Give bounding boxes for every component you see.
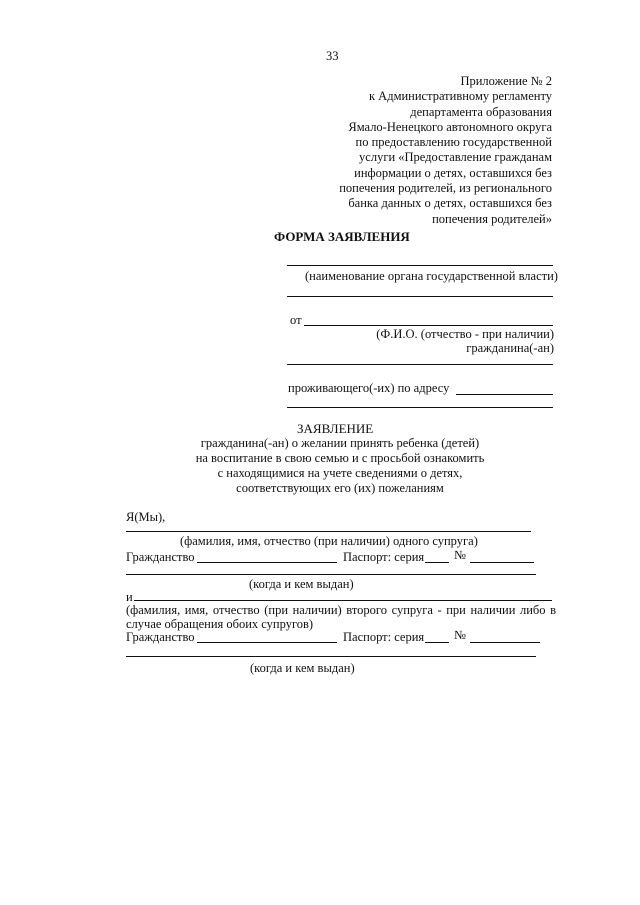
statement-line: на воспитание в свою семью и с просьбой ознакомить [195, 451, 485, 465]
fio-caption-2: гражданина(-ан) [466, 341, 554, 355]
appendix-line: департамента образования [410, 104, 552, 119]
and-label: и [126, 590, 133, 604]
from-label: от [290, 313, 302, 327]
passport-number-field-1[interactable] [470, 562, 534, 563]
appendix-line: информации о детях, оставшихся без [354, 165, 552, 180]
passport-series-field-1[interactable] [425, 562, 449, 563]
issued-line-1[interactable] [126, 574, 536, 575]
fio-line[interactable] [304, 325, 553, 326]
spouse1-caption: (фамилия, имя, отчество (при наличии) одного супруга) [180, 534, 478, 548]
appendix-line: банка данных о детях, оставшихся без [348, 196, 552, 211]
spouse1-name-line[interactable] [126, 531, 531, 532]
address-line[interactable] [456, 394, 553, 395]
appendix-line: попечения родителей» [432, 211, 552, 226]
spouse2-caption: (фамилия, имя, отчество (при наличии) второго супруга - при наличии либо в [126, 603, 556, 617]
passport-series-field-2[interactable] [425, 642, 449, 643]
address-line-2[interactable] [287, 407, 553, 408]
statement-line: с находящимися на учете сведениями о детях, [217, 466, 463, 480]
passport-series-label-2: Паспорт: серия [343, 630, 425, 644]
organ-name-line-2[interactable] [287, 296, 553, 297]
spouse2-name-line[interactable] [134, 600, 552, 601]
citizenship-label-1: Гражданство [126, 550, 195, 564]
number-sign-1: № [454, 548, 466, 562]
passport-number-field-2[interactable] [470, 642, 540, 643]
issued-line-2[interactable] [126, 656, 536, 657]
appendix-line: по предоставлению государственной [355, 135, 552, 150]
address-label: проживающего(-их) по адресу [288, 381, 450, 395]
appendix-line: Ямало-Ненецкого автономного округа [348, 119, 552, 134]
statement-line: гражданина(-ан) о желании принять ребенка (детей) [200, 436, 480, 450]
we-label: Я(Мы), [126, 510, 166, 524]
citizenship-label-2: Гражданство [126, 630, 195, 644]
passport-series-label-1: Паспорт: серия [343, 550, 425, 564]
appendix-line: попечения родителей, из регионального [339, 181, 552, 196]
page-number: 33 [326, 49, 339, 63]
appendix-line: услуги «Предоставление гражданам [359, 150, 552, 165]
form-title: ФОРМА ЗАЯВЛЕНИЯ [274, 229, 410, 244]
spouse2-caption-2: случае обращения обоих супругов) [126, 617, 314, 631]
citizenship-field-2[interactable] [197, 642, 337, 643]
organ-caption: (наименование органа государственной власти) [305, 269, 558, 283]
citizenship-field-1[interactable] [197, 562, 337, 563]
appendix-block [252, 74, 552, 227]
fio-caption: (Ф.И.О. (отчество - при наличии) [376, 327, 554, 341]
issued-caption-1: (когда и кем выдан) [249, 577, 354, 591]
number-sign-2: № [454, 628, 466, 642]
statement-title: ЗАЯВЛЕНИЕ [297, 421, 374, 436]
fio-line-2[interactable] [287, 364, 553, 365]
appendix-line: Приложение № 2 [460, 74, 552, 88]
statement-subtitle [120, 436, 560, 496]
organ-name-line[interactable] [287, 265, 553, 266]
appendix-line: к Административному регламенту [368, 89, 552, 104]
statement-line: соответствующих его (их) пожеланиям [236, 481, 444, 495]
issued-caption-2: (когда и кем выдан) [250, 661, 355, 675]
